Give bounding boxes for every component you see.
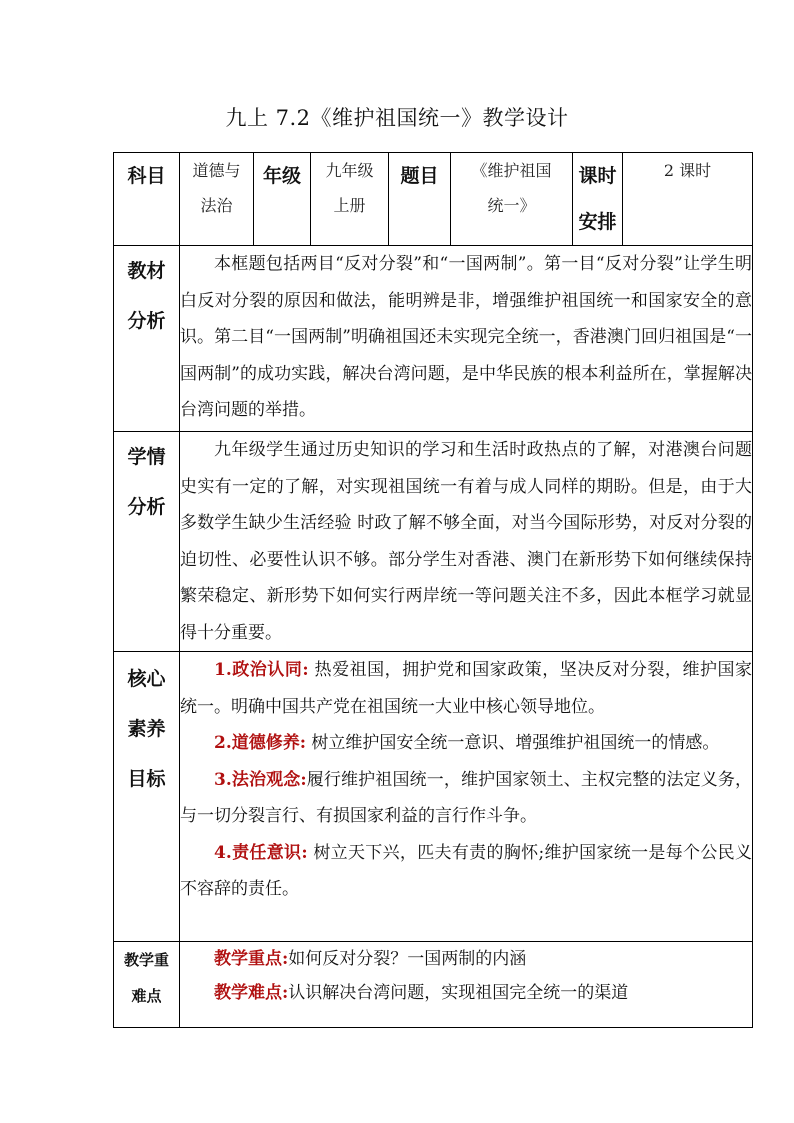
material-content: [180, 246, 753, 432]
keypoint-item: [180, 942, 752, 976]
material-label-line1: 教材: [127, 260, 166, 282]
students-label-cell: [114, 432, 180, 652]
goal-key: 4.责任意识:: [214, 842, 308, 863]
goals-row: [114, 652, 753, 942]
schedule-label-cell: [573, 153, 623, 246]
keypoints-label-line1: 教学重: [123, 951, 169, 969]
schedule-label-line2: 安排: [578, 211, 617, 233]
students-text: 九年级学生通过历史知识的学习和生活时政热点的了解，对港澳台问题史实有一定的了解，对实现祖国统一有着与成人同样的期盼。但是，由于大多数学生缺少生活经验 时政了解不够全面，对当今国际形势，对反对分裂的迫切性、必要性认识不够。部分学生对香港、澳门在新形势下如何继续保持繁荣稳定、新形势下如何实行两岸统一等问题关注不多，因此本框学习就显得十分重要。: [180, 440, 752, 643]
goals-label-line3: 目标: [127, 768, 166, 790]
keypoints-label-cell: [114, 942, 180, 1028]
header-row: [114, 153, 753, 246]
goal-item: [180, 725, 752, 762]
goal-key: 3.法治观念:: [214, 769, 307, 790]
goals-label-line1: 核心: [127, 668, 166, 690]
keypoints-row: [114, 942, 753, 1028]
topic-value-line1: 《维护祖国: [471, 161, 552, 180]
material-text: 本框题包括两目“反对分裂”和“一国两制”。第一目“反对分裂”让学生明白反对分裂的原因和做法，能明辨是非，增强维护祖国统一和国家安全的意识。第二目“一国两制”明确祖国还未实现完全统一，香港澳门回归祖国是“一国两制”的成功实践，解决台湾问题，是中华民族的根本利益所在，掌握解决台湾问题的举措。: [180, 254, 752, 420]
schedule-value: 2 课时: [663, 161, 712, 180]
goal-item: [180, 835, 752, 908]
goal-text: 热爱祖国，拥护党和国家政策，坚决反对分裂，维护国家统一。明确中国共产党在祖国统一大业中核心领导地位。: [180, 660, 752, 717]
grade-label-cell: [254, 153, 311, 246]
topic-value-cell: [451, 153, 573, 246]
subject-label: 科目: [127, 165, 166, 187]
keypoint-key: 教学重点:: [214, 949, 289, 969]
students-content: [180, 432, 753, 652]
material-row: [114, 246, 753, 432]
students-label-line2: 分析: [127, 496, 166, 518]
goal-text: 履行维护祖国统一，维护国家领土、主权完整的法定义务，与一切分裂言行、有损国家利益的言行作斗争。: [180, 769, 752, 826]
topic-label: 题目: [400, 165, 439, 187]
goals-label-line2: 素养: [127, 718, 166, 740]
goal-text: 树立维护国安全统一意识、增强维护祖国统一的情感。: [306, 733, 720, 753]
topic-value-line2: 统一》: [487, 196, 536, 215]
goal-key: 2.道德修养:: [214, 733, 307, 753]
keypoint-text: 认识解决台湾问题，实现祖国完全统一的渠道: [288, 983, 629, 1003]
keypoint-key: 教学难点:: [214, 983, 289, 1003]
goal-item: [180, 652, 752, 725]
goal-key: 1.政治认同:: [214, 660, 309, 680]
topic-label-cell: [389, 153, 451, 246]
goals-content: [180, 652, 753, 942]
keypoints-content: [180, 942, 753, 1028]
goals-label-cell: [114, 652, 180, 942]
keypoint-text: 如何反对分裂？一国两制的内涵: [288, 949, 527, 969]
subject-label-cell: [114, 153, 180, 246]
grade-value-line2: 上册: [333, 196, 366, 215]
material-label-line2: 分析: [127, 310, 166, 332]
grade-label: 年级: [262, 165, 301, 187]
subject-value-cell: [180, 153, 254, 246]
schedule-label-line1: 课时: [578, 165, 617, 187]
goal-text: 树立天下兴，匹夫有责的胸怀;维护国家统一是每个公民义不容辞的责任。: [180, 842, 752, 899]
material-label-cell: [114, 246, 180, 432]
lesson-plan-table: [113, 152, 753, 1028]
keypoint-item: [180, 976, 752, 1010]
students-row: [114, 432, 753, 652]
grade-value-line1: 九年级: [325, 161, 374, 180]
grade-value-cell: [311, 153, 389, 246]
goal-item: [180, 762, 752, 835]
students-label-line1: 学情: [127, 446, 166, 468]
page-title: 九上 7.2《维护祖国统一》教学设计: [225, 106, 569, 130]
keypoints-label-line2: 难点: [131, 987, 162, 1005]
schedule-value-cell: [623, 153, 753, 246]
subject-value-line1: 道德与: [192, 161, 241, 180]
subject-value-line2: 法治: [200, 196, 233, 215]
